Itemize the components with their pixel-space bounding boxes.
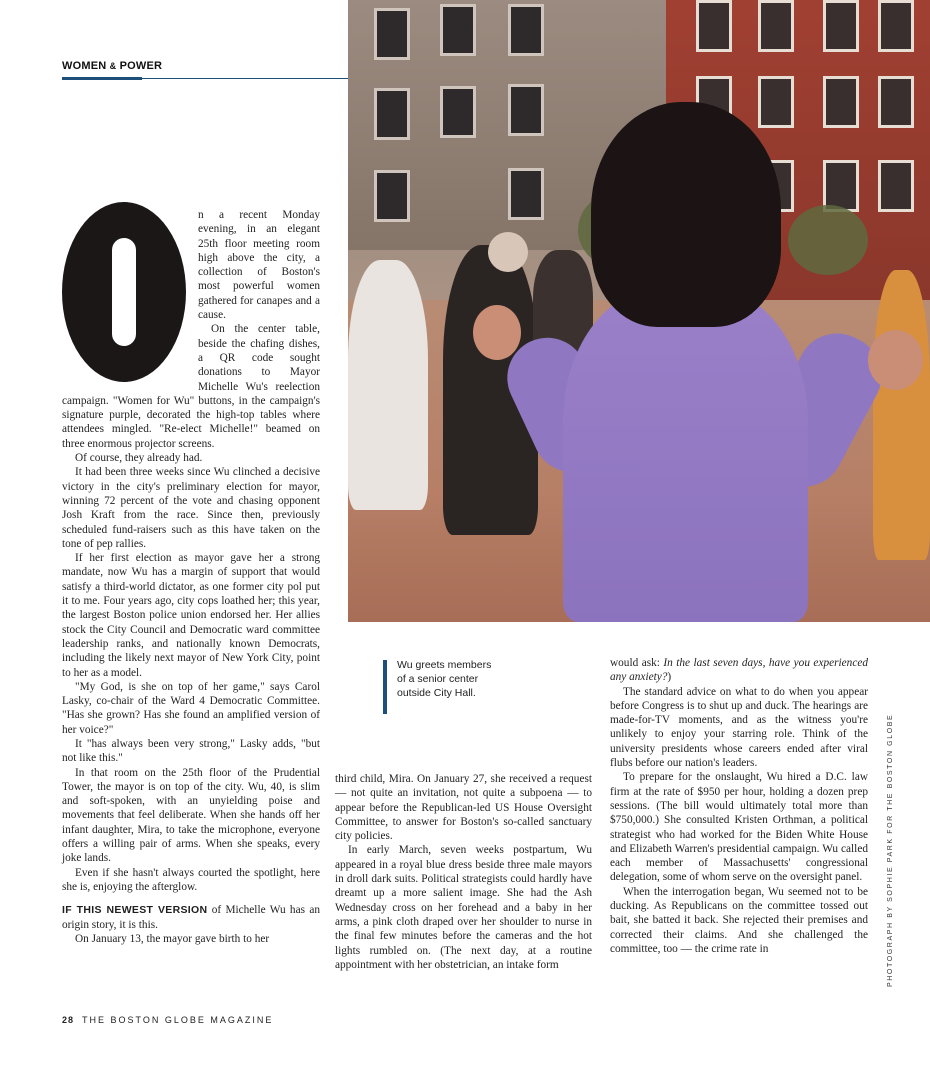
paragraph: third child, Mira. On January 27, she received a request — not quite an invitation, not quite a subpoena — to appear before the Republican-led US House Oversight Committee, to answer for Boston's so-called sanctuary city policies.	[335, 773, 592, 843]
drop-cap-shape	[62, 202, 186, 382]
paragraph: Of course, they already had.	[75, 452, 203, 465]
photo-crowd-person	[348, 260, 428, 510]
article-column-2	[335, 772, 592, 972]
photo-window	[440, 86, 476, 138]
photo-window	[758, 76, 794, 128]
paragraph: If her first election as mayor gave her a strong mandate, now Wu has a margin of support that would satisfy a third-world dictator, as one former city pol put it to me. Four years ago, city cops loathed her; this year, the largest Boston police union endorsed her. Her allies stock the City Council and Democratic ward committee leadership ranks, and nationally known Democrats, including the likely next mayor of New York City, point to her as a model.	[62, 552, 320, 679]
photo-tree	[788, 205, 868, 275]
paragraph: It "has always been very strong," Lasky adds, "but not like this."	[62, 737, 320, 765]
section-label-amp: &	[109, 61, 117, 71]
photo-window	[696, 0, 732, 52]
paragraph: n a recent Monday evening, in an elegant 25th floor meeting room high above the city, a collection of Boston's most powerful women gathered for canapes and a cause.	[198, 209, 320, 322]
section-rule-thick	[62, 77, 142, 80]
article-photo	[348, 0, 930, 622]
paragraph	[610, 656, 868, 685]
folio	[62, 1015, 273, 1025]
paragraph-text: would ask:	[610, 657, 664, 669]
paragraph: In early March, seven weeks postpartum, Wu appeared in a royal blue dress beside three male mayors in droll dark suits. Political strategists could hardly have dreamt up a more salient image. She had the Ash Wednesday cross on her forehead and a baby in her arms, a pink cloth draped over her shoulder to nurse in the final few minutes before the cameras and the hot lights rumbled on. (The next day, at a routine appointment with her obstetrician, an intake form	[335, 844, 592, 971]
article-column-1	[62, 208, 320, 946]
photo-window	[508, 84, 544, 136]
photo-window	[374, 8, 410, 60]
photo-window	[374, 88, 410, 140]
paragraph: When the interrogation began, Wu seemed not to be ducking. As Republicans on the committee tossed out bait, she batted it back. She rejected their premises and corrected their claims. And she challenged the committee, too — the crime rate in	[610, 885, 868, 955]
photo-woman-dress	[563, 288, 808, 622]
photo-window	[440, 4, 476, 56]
photo-window	[823, 0, 859, 52]
photo-window	[508, 168, 544, 220]
section-label	[62, 60, 162, 72]
italic-question: In the last seven days, have you experienced any anxiety?	[610, 657, 868, 684]
photo-window	[758, 0, 794, 52]
section-label-power: POWER	[119, 60, 163, 72]
paragraph: To prepare for the onslaught, Wu hired a D.C. law firm at the rate of $950 per hour, holding a dozen prep sessions. (The bill would ultimately total more than $750,000.) She consulted Kristen Orthman, a political strategist who had worked for the Biden White House and Elizabeth Warren's presidential campaign. Wu called each member of Massachusetts' congressional delegation, some of whom serve on the oversight panel.	[610, 771, 868, 884]
paragraph: Even if she hasn't always courted the spotlight, here she is, enjoying the afterglow.	[62, 866, 320, 893]
paragraph: The standard advice on what to do when you appear before Congress is to shut up and duck. The hearings are made-for-TV moments, and as the witness you're unlikely to enjoy your starring role. Think of the university presidents whose careers ended after viral flubs before our nation's leaders.	[610, 685, 868, 770]
photo-woman-right-hand	[868, 330, 923, 390]
photo-crowd-person	[488, 232, 528, 272]
paragraph-text: of Michelle Wu has an origin story, it is this.	[62, 904, 321, 931]
paragraph	[62, 903, 320, 932]
page-number: 28	[62, 1015, 75, 1025]
photo-credit: PHOTOGRAPH BY SOPHIE PARK FOR THE BOSTON GLOBE	[887, 713, 894, 987]
photo-woman-left-hand	[473, 305, 521, 360]
section-rule-thin	[142, 78, 348, 79]
drop-cap	[62, 202, 190, 386]
section-label-women: WOMEN	[62, 60, 107, 72]
paragraph-text: )	[667, 671, 672, 684]
photo-window	[823, 76, 859, 128]
photo-woman-hair	[591, 102, 781, 327]
publication-name: THE BOSTON GLOBE MAGAZINE	[82, 1015, 274, 1025]
caption-bar	[383, 660, 387, 714]
photo-window	[878, 160, 914, 212]
paragraph: On the center table, beside the chafing dishes, a QR code sought donations to Mayor Michelle Wu's reelection campaign. "Women for Wu" buttons, in the campaign's signature purple, decorated the high-top tables where attendees mingled. "Re-elect Michelle!" beamed on three enormous projector screens.	[62, 323, 320, 450]
section-lead-in: IF THIS NEWEST VERSION	[62, 904, 208, 917]
paragraph: In that room on the 25th floor of the Prudential Tower, the mayor is on top of the city. Wu, 40, is slim and soft-spoken, with an unyielding poise and movements that feel deliberate. When she hands off her infant daughter, Mira, to take the microphone, everyone offers a willing pair of arms. When she speaks, every joke lands.	[62, 766, 320, 865]
article-column-3	[610, 656, 868, 956]
photo-caption: Wu greets members of a senior center outside City Hall.	[397, 659, 492, 699]
paragraph: On January 13, the mayor gave birth to her	[75, 932, 270, 945]
photo-window	[878, 0, 914, 52]
photo-window	[878, 76, 914, 128]
photo-crowd-person	[873, 270, 930, 560]
paragraph: "My God, is she on top of her game," says Carol Lasky, co-chair of the Ward 4 Democratic Committee. "Has she grown? Has she found an amplified version of her voice?"	[62, 680, 320, 736]
paragraph: It had been three weeks since Wu clinched a decisive victory in the city's preliminary election for mayor, winning 72 percent of the vote and chasing opponent Josh Kraft from the race. Since then, previously scheduled fund-raisers such as this have taken on the tone of pep rallies.	[62, 466, 320, 550]
photo-window	[508, 4, 544, 56]
photo-window	[374, 170, 410, 222]
